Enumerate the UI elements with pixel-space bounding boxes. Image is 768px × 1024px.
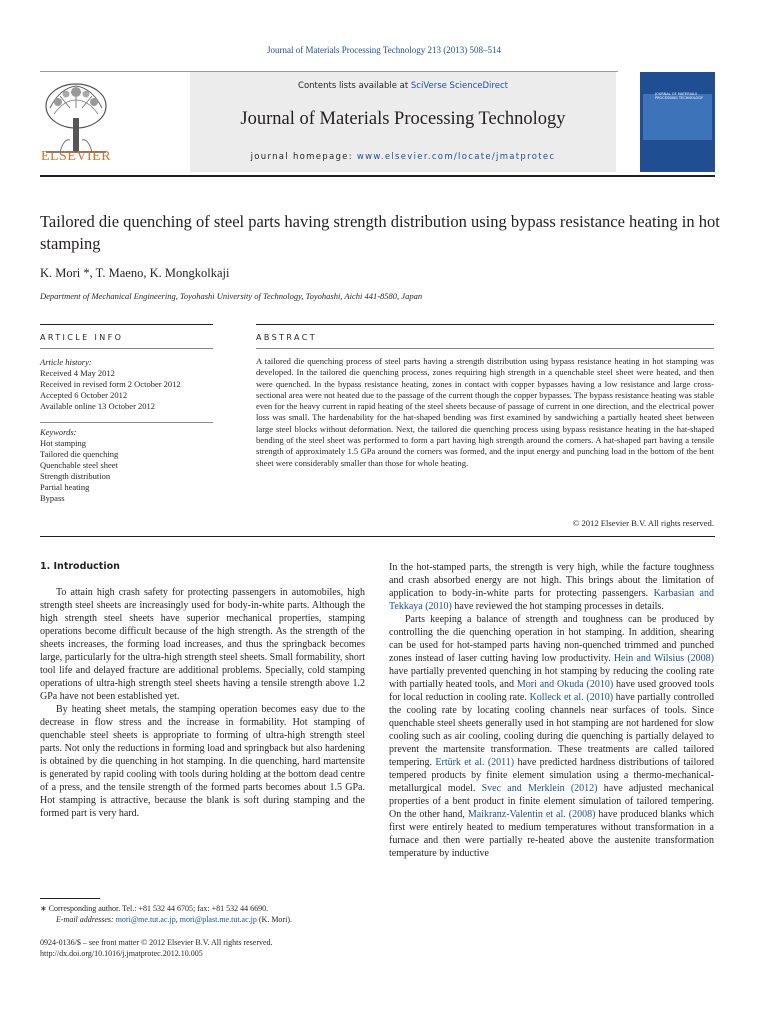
body-text: In the hot-stamped parts, the strength is very high, while the facture toughness and crash absorbed energy are not high. This brings about the limitation of application to body-in-white parts for protecting passengers. xyxy=(389,562,714,599)
issn-line: 0924-0136/$ – see front matter © 2012 Elsevier B.V. All rights reserved. xyxy=(40,938,273,947)
keyword-item: Partial heating xyxy=(40,482,90,492)
keyword-item: Hot stamping xyxy=(40,438,87,448)
email-link[interactable]: mori@me.tut.ac.jp xyxy=(115,915,176,924)
homepage-link[interactable]: www.elsevier.com/locate/jmatprotec xyxy=(356,152,556,162)
body-text: have predicted hardness distributions of tailored tempered products by finite element simulation using a thermo-mechanical-metallurgical model. xyxy=(389,757,715,794)
email-separator: , xyxy=(175,915,180,924)
masthead xyxy=(40,72,618,172)
keyword-item: Bypass xyxy=(40,493,65,503)
footnote-rule xyxy=(40,898,100,899)
abstract-bottom-rule xyxy=(40,536,715,537)
cover-title: JOURNAL OF MATERIALS PROCESSING TECHNOLOGY xyxy=(655,92,703,100)
email-label: E-mail addresses: xyxy=(56,915,116,924)
reference-link[interactable]: Karbasian and Tekkaya (2010) xyxy=(389,588,714,612)
author-affiliation: Department of Mechanical Engineering, Toyohashi University of Technology, Toyohashi, Aichi 441-8580, Japan xyxy=(40,291,423,301)
body-text: have adjusted mechanical properties of a bent product in finite element simulation of tailored tempering. On the other hand, xyxy=(389,783,714,820)
reference-link[interactable]: Svec and Merklein (2012) xyxy=(481,783,598,794)
abstract-copyright: © 2012 Elsevier B.V. All rights reserved. xyxy=(572,518,714,528)
intro-paragraph: By heating sheet metals, the stamping operation becomes easy due to the decrease in flow stress and the increase in formability. Hot stamping of quenchable steel sheets is appropriate to forming of ultra-high strength steel parts. Not only the reductions in forming load and springback but also hardening is obtained by die quenching in hot stamping. In die quenching, hard martensite is generated by rapid cooling with tools during holding at the bottom dead centre of a press, and the tensile strength of the formed parts becomes about 1.5 GPa. Hot stamping is attractive, because the blank is soft during stamping and the formed part is very hard. xyxy=(40,704,365,819)
email-suffix: (K. Mori). xyxy=(256,915,292,924)
body-text: Parts keeping a balance of strength and toughness can be produced by controlling the die quenching operation in hot stamping. In addition, shearing can be used for hot-stamped parts having non-quenched trimmed and punched zones instead of laser cutting having low productivity. xyxy=(389,614,714,664)
contents-prefix: Contents lists available at xyxy=(298,81,411,91)
reference-link[interactable]: Hein and Wilsius (2008) xyxy=(613,653,714,664)
abstract-heading: ABSTRACT xyxy=(256,333,318,342)
history-item: Received in revised form 2 October 2012 xyxy=(40,379,181,389)
journal-cover-image xyxy=(640,72,715,172)
abstract-text: A tailored die quenching process of steel parts having a strength distribution using bypass resistance heating in hot stamping was developed. In the tailored die quenching process, zones requiring high strength in a quenchable steel sheet were heated, and then were quenched. In the bypass resistance heating, zones in contact with copper bypasses having a low resistance and large cross-sectional area were not heated due to the passage of the current though the copper bypasses. The bypass resistance heating was stable even for the heavy current in rapid heating of the steel sheets because of passage of current in one direction, and the electrical power loss was small. The hardenability for the hat-shaped bending was first examined by sandwiching a partially heated sheet between large steel blocks without deformation. Next, the tailored die quenching process using bypass resistance heating in the hat-shaped bending of the steel sheet was performed to form a part having high strength around the corners. A hat-shaped part having a tensile strength of approximately 1.5 GPa around the corners was formed, and the input energy and punching load in the bottom of the bent sheet were considerably smaller than those for whole heating. xyxy=(256,356,715,468)
body-text: have produced blanks which first were entirely heated to medium temperatures without transformation in a furnace and then were partially re-heated above the austenite transformation temperature by inductive xyxy=(389,809,714,859)
abstract-heading-rule xyxy=(256,348,714,349)
history-rule xyxy=(40,422,213,423)
footnote-emails xyxy=(40,914,370,925)
info-heading-rule xyxy=(40,348,213,349)
history-item: Available online 13 October 2012 xyxy=(40,401,156,411)
introduction-heading: 1. Introduction xyxy=(40,561,120,572)
body-column-right xyxy=(389,561,714,860)
history-item: Received 4 May 2012 xyxy=(40,368,115,378)
keywords-label: Keywords: xyxy=(40,427,77,437)
body-text: have partially controlled the cooling rate by locating cooling channels near surfaces of tools. Since quenchable steel sheets generally used in hot stamping are not hardened for slow cooling such as air cooling, cooling during die quenching is partially delayed to prevent the martensite transformation. These treatments are called tailored tempering. xyxy=(389,692,714,768)
reference-link[interactable]: Ertürk et al. (2011) xyxy=(435,757,515,768)
keyword-item: Tailored die quenching xyxy=(40,449,119,459)
reference-link[interactable]: Kolleck et al. (2010) xyxy=(529,692,614,703)
body-text: have partially prevented quenching in hot stamping by reducing the cooling rate with partially heated tools, and xyxy=(389,666,714,690)
contents-box xyxy=(190,72,616,172)
keyword-item: Quenchable steel sheet xyxy=(40,460,118,470)
homepage-prefix: journal homepage: xyxy=(250,152,357,162)
cover-band xyxy=(643,94,712,140)
contents-line xyxy=(190,81,616,91)
info-top-rule xyxy=(40,324,213,325)
sciencedirect-link[interactable]: SciVerse ScienceDirect xyxy=(410,81,508,91)
article-info-heading: ARTICLE INFO xyxy=(40,333,124,342)
keywords xyxy=(40,427,213,504)
intro-paragraph xyxy=(389,561,714,613)
article-history xyxy=(40,357,213,412)
body-text: have reviewed the hot stamping processes in details. xyxy=(451,601,664,612)
reference-link[interactable]: Mori and Okuda (2010) xyxy=(516,679,614,690)
masthead-bottom-rule xyxy=(40,175,715,177)
email-link[interactable]: mori@plast.me.tut.ac.jp xyxy=(179,915,257,924)
intro-paragraph: To attain high crash safety for protecting passengers in automobiles, high strength steel sheets are increasingly used for body-in-white parts. Although the high strength steel sheets have superior mechanical properties, stamping operations become difficult because of the high strength. As the strength of the sheets increases, the forming load increases, and thus the springback becomes large, particularly for the ultra-high strength steel sheets. Small formability, short tool life and delayed fracture are additional problems. Specially, cold stamping operations of ultra-high strength steel sheets having a tensile strength above 1.2 GPa have not been established yet. xyxy=(40,587,365,702)
body-text: have used grooved tools for local reduction in cooling rate. xyxy=(389,679,714,703)
history-item: Accepted 6 October 2012 xyxy=(40,390,128,400)
article-title: Tailored die quenching of steel parts having strength distribution using bypass resistance heating in hot stamping xyxy=(40,212,720,253)
journal-homepage xyxy=(190,152,616,162)
body-column-left xyxy=(40,586,365,820)
footnote-corresponding: ∗ Corresponding author. Tel.: +81 532 44 6705; fax: +81 532 44 6690. xyxy=(40,904,269,913)
journal-name: Journal of Materials Processing Technology xyxy=(240,109,566,129)
abstract-top-rule xyxy=(256,324,714,325)
reference-link[interactable]: Maikranz-Valentin et al. (2008) xyxy=(467,809,596,820)
keyword-item: Strength distribution xyxy=(40,471,111,481)
intro-paragraph xyxy=(389,613,714,860)
journal-citation[interactable]: Journal of Materials Processing Technology 213 (2013) 508–514 xyxy=(267,45,501,55)
article-authors: K. Mori *, T. Maeno, K. Mongkolkaji xyxy=(40,266,230,280)
doi-link[interactable]: http://dx.doi.org/10.1016/j.jmatprotec.2012.10.005 xyxy=(40,949,203,958)
history-label: Article history: xyxy=(40,357,92,367)
elsevier-wordmark: ELSEVIER xyxy=(40,149,112,164)
